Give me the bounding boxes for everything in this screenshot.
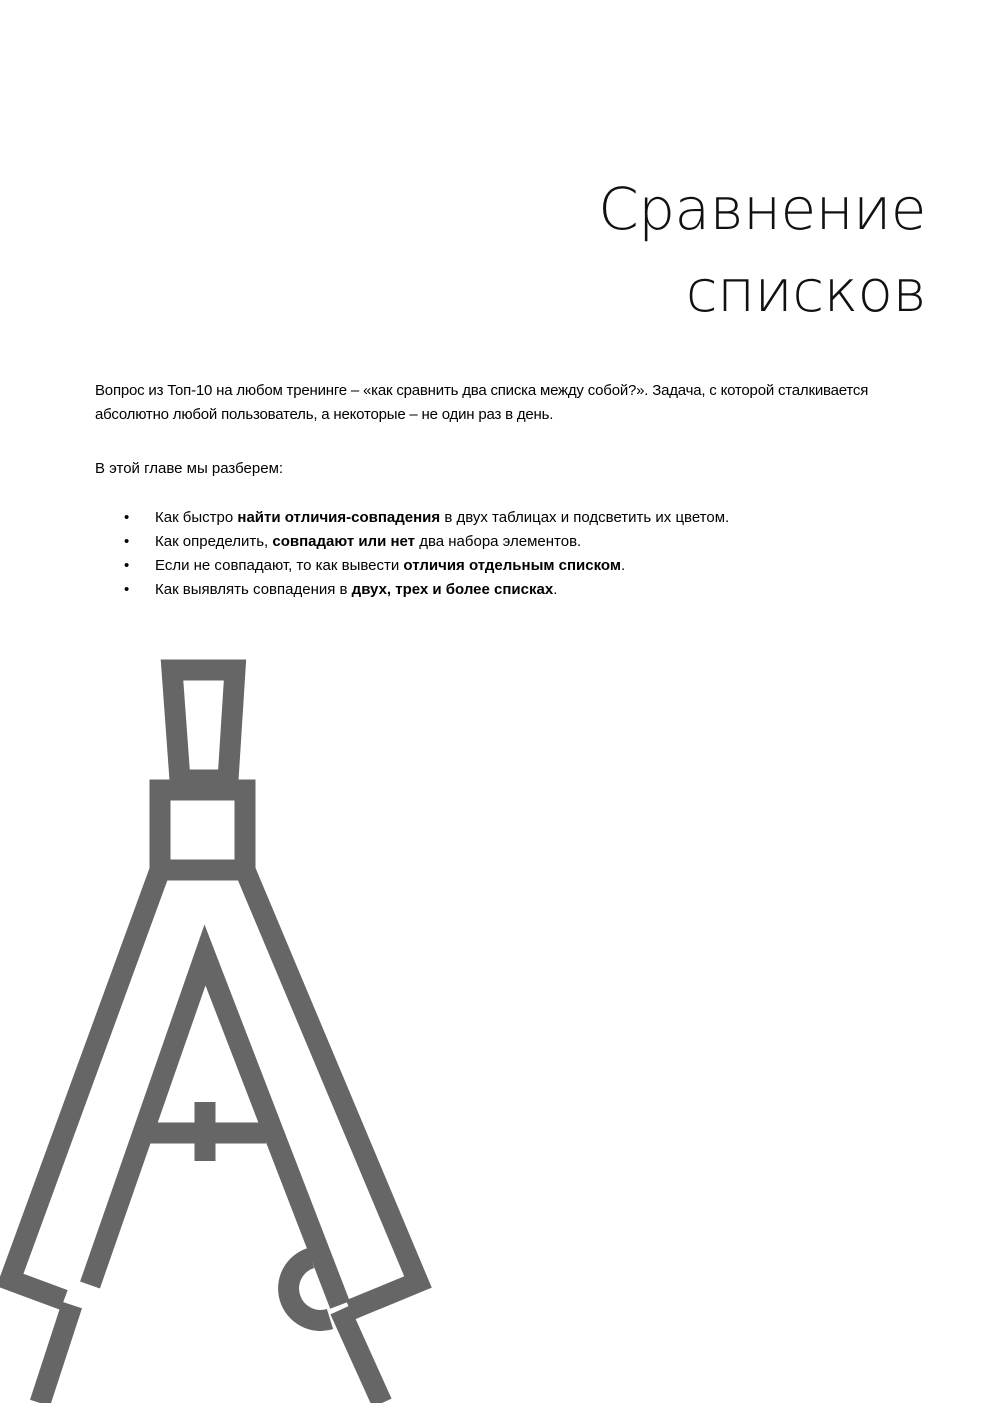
- drafting-compass-icon: [0, 655, 440, 1403]
- list-item-emphasis: отличия отдельным списком: [403, 557, 621, 574]
- page-title: [598, 168, 926, 332]
- list-item-emphasis: двух, трех и более списках: [351, 581, 554, 598]
- bullet: •: [124, 533, 130, 550]
- list-item-text: .: [553, 581, 558, 598]
- chapter-lead: В этой главе мы разберем:: [95, 460, 284, 477]
- page-title-line-2: списков: [685, 257, 926, 325]
- list-item-emphasis: найти отличия-совпадения: [237, 509, 441, 526]
- bullet: •: [124, 581, 130, 598]
- list-item-text: два набора элементов.: [415, 533, 582, 550]
- bullet: •: [124, 509, 130, 526]
- list-item-emphasis: совпадают или нет: [272, 533, 416, 550]
- list-item-text: Как выявлять совпадения в: [155, 581, 352, 598]
- topics-list: [124, 506, 730, 602]
- list-item-text: в двух таблицах и подсветить их цветом.: [440, 509, 730, 526]
- bullet: •: [124, 557, 130, 574]
- list-item: [124, 554, 729, 578]
- list-item: [124, 578, 729, 602]
- intro-paragraph: Вопрос из Топ-10 на любом тренинге – «как сравнить два списка между собой?». Задача, с которой сталкивается абсолютно любой пользователь, а некоторые – не один раз в день.: [95, 382, 869, 423]
- list-item-text: Как определить,: [155, 533, 273, 550]
- list-item: [124, 506, 730, 530]
- list-item-text: Если не совпадают, то как вывести: [155, 557, 404, 574]
- list-item-text: .: [620, 557, 626, 574]
- list-item: [124, 530, 729, 554]
- page-title-line-1: Сравнение: [598, 175, 926, 243]
- list-item-text: Как быстро: [155, 509, 238, 526]
